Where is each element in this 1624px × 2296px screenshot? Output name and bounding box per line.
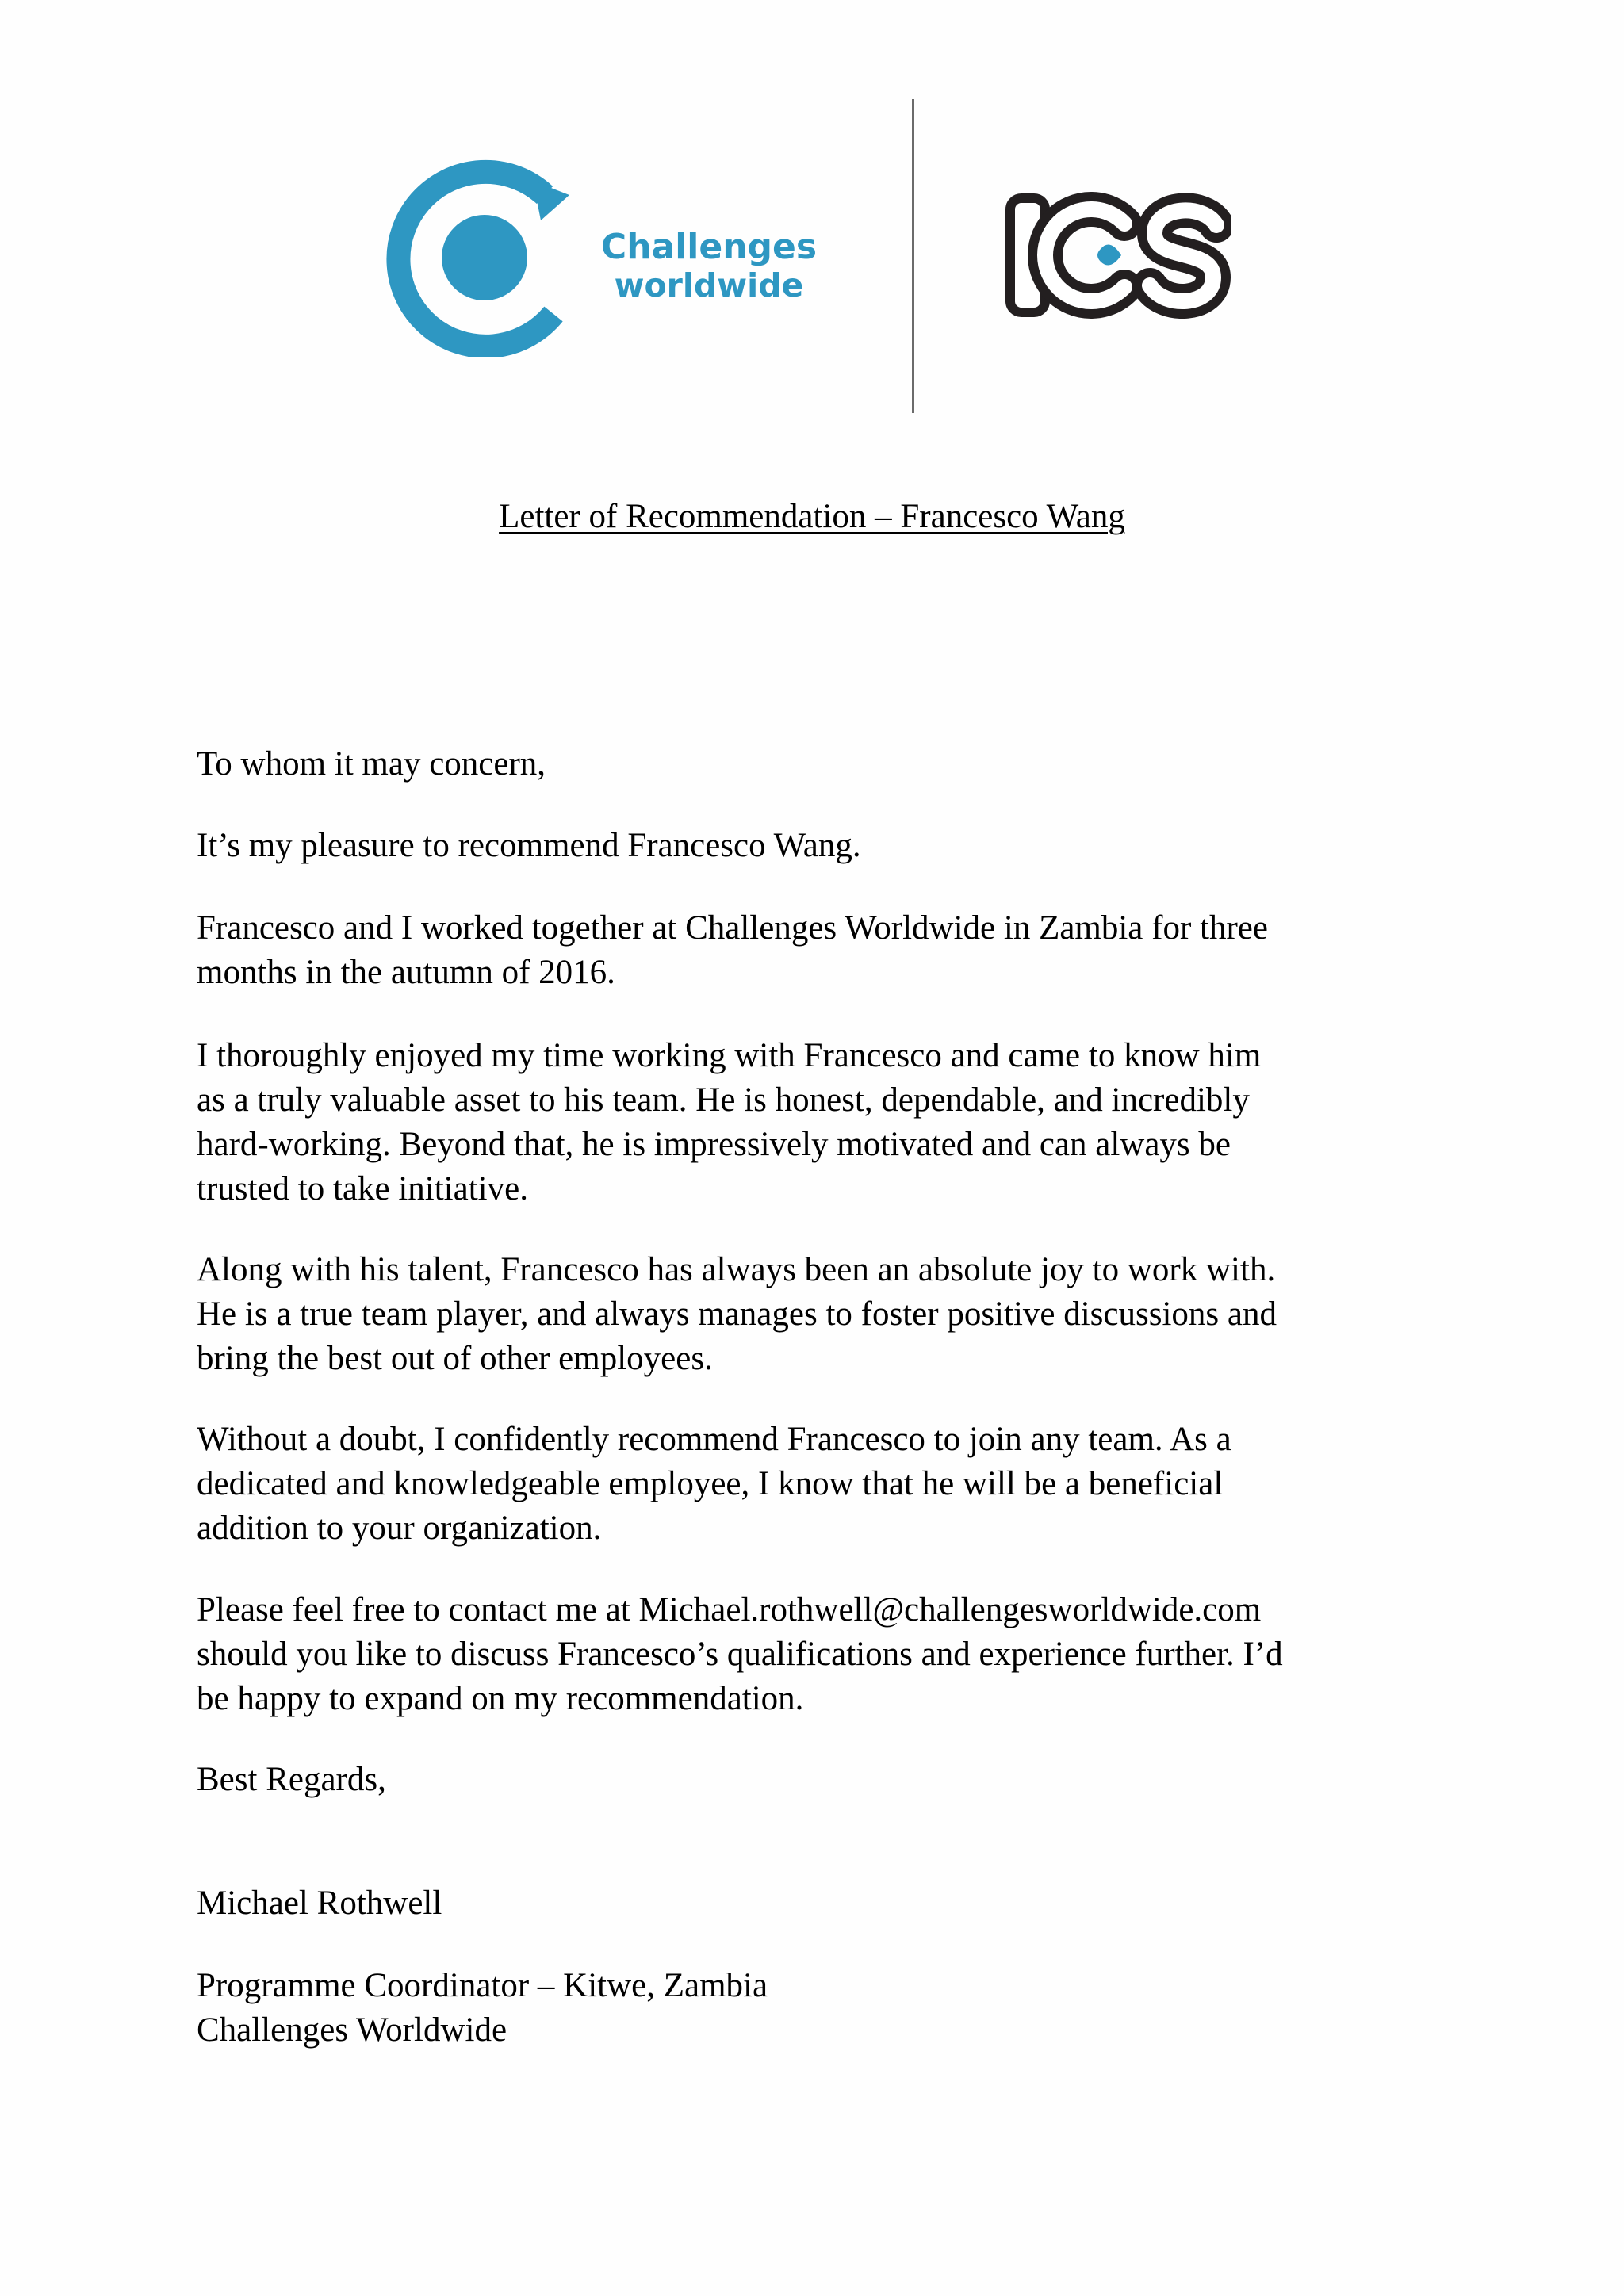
signer-details: [197, 1964, 1465, 2053]
paragraph-line: Please feel free to contact me at Michael.rothwell@challengesworldwide.com: [197, 1591, 1262, 1628]
paragraph-line: I thoroughly enjoyed my time working with Francesco and came to know him: [197, 1037, 1262, 1074]
paragraph-line: trusted to take initiative.: [197, 1170, 528, 1207]
paragraph-5: [197, 1418, 1465, 1551]
paragraph-line: as a truly valuable asset to his team. He is honest, dependable, and incredibly: [197, 1081, 1250, 1119]
letter-title: Letter of Recommendation – Francesco Wang: [499, 498, 1125, 535]
salutation: [197, 742, 1465, 786]
logo-line-challenges: Challenges: [600, 227, 818, 267]
paragraph-line: hard-working. Beyond that, he is impressively motivated and can always be: [197, 1126, 1231, 1163]
paragraph-line: Without a doubt, I confidently recommend Francesco to join any team. As a: [197, 1421, 1231, 1458]
paragraph-3: [197, 1034, 1465, 1211]
paragraph-4: [197, 1248, 1465, 1381]
paragraph-line: He is a true team player, and always manages to foster positive discussions and: [197, 1295, 1277, 1333]
paragraph-1: [197, 824, 1465, 868]
paragraph-line: addition to your organization.: [197, 1510, 602, 1547]
logo-line-worldwide: worldwide: [614, 266, 804, 304]
challenges-worldwide-wordmark: [582, 228, 836, 304]
paragraph-6-contact: [197, 1588, 1465, 1721]
signer-name-line: Michael Rothwell: [197, 1885, 442, 1922]
salutation-line: To whom it may concern,: [197, 745, 546, 783]
paragraph-line: It’s my pleasure to recommend Francesco Wang.: [197, 827, 861, 864]
paragraph-line: dedicated and knowledgeable employee, I know that he will be a beneficial: [197, 1465, 1224, 1502]
closing: [197, 1758, 1465, 1802]
challenges-worldwide-ring-icon: [385, 159, 584, 357]
closing-line: Best Regards,: [197, 1761, 386, 1798]
paragraph-line: bring the best out of other employees.: [197, 1340, 713, 1377]
paragraph-line: months in the autumn of 2016.: [197, 954, 615, 991]
ics-logo: [1005, 192, 1231, 319]
paragraph-line: Francesco and I worked together at Challenges Worldwide in Zambia for three: [197, 909, 1268, 947]
paragraph-line: Along with his talent, Francesco has always been an absolute joy to work with.: [197, 1251, 1276, 1288]
letterhead: [0, 0, 1624, 444]
signer-title-line: Programme Coordinator – Kitwe, Zambia: [197, 1967, 768, 2004]
signer-org-line: Challenges Worldwide: [197, 2011, 508, 2049]
logo-divider: [912, 99, 914, 413]
paragraph-line: be happy to expand on my recommendation.: [197, 1680, 804, 1717]
paragraph-2: [197, 906, 1465, 995]
signer-name: [197, 1881, 1465, 1926]
challenges-worldwide-logo: [385, 159, 829, 357]
paragraph-line: should you like to discuss Francesco’s qualifications and experience further. I’d: [197, 1636, 1283, 1673]
